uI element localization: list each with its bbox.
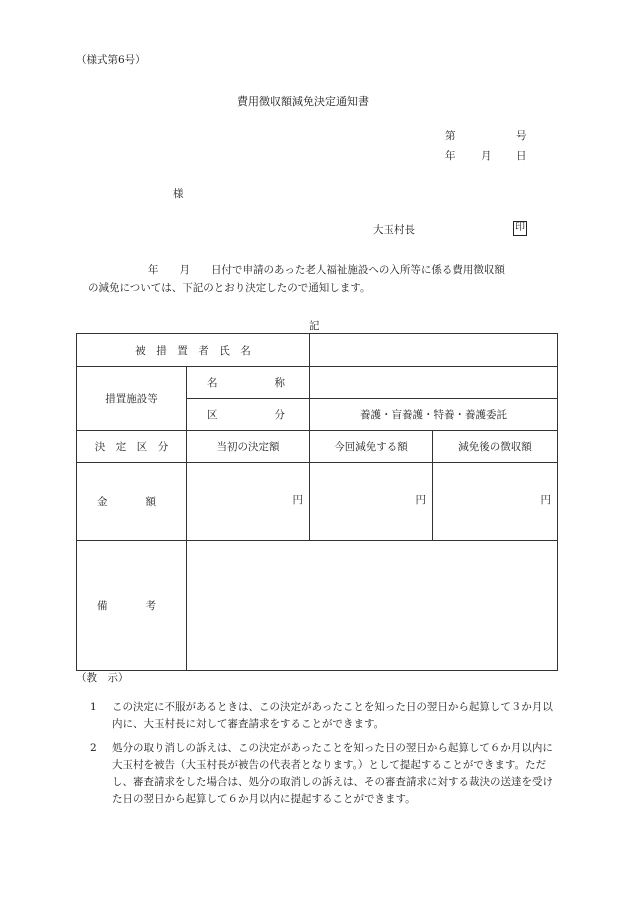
row-person-name: [77, 334, 558, 367]
name-label-b: 称: [274, 377, 285, 389]
addressee-suffix: 様: [173, 188, 184, 200]
date-year-label: 年: [445, 150, 456, 162]
instruction-notes: [76, 672, 558, 808]
amount-label-a: 金: [97, 496, 108, 508]
form-number: （様式第6号）: [76, 54, 146, 66]
remarks-field[interactable]: [187, 541, 558, 671]
name-label-a: 名: [207, 377, 218, 389]
row-remarks: [77, 541, 558, 671]
facility-label: 措置施設等: [77, 367, 187, 431]
number-prefix: 第: [445, 130, 456, 142]
amount-label-b: 額: [145, 496, 156, 508]
seal-mark: 印: [513, 221, 527, 236]
body-line-2: の減免については、下記のとおり決定したので通知します。: [88, 282, 371, 294]
notes-heading: （教 示）: [76, 672, 129, 684]
reduction-table: [76, 333, 558, 671]
remarks-label-b: 考: [145, 600, 156, 612]
date-month-label: 月: [481, 150, 492, 162]
after-amount-field[interactable]: [433, 463, 558, 541]
col-reduction-amount: 今回減免する額: [310, 431, 433, 463]
category-label-a: 区: [207, 409, 218, 421]
amount-label: [77, 463, 187, 541]
row-amount: [77, 463, 558, 541]
issuer-name: 大玉村長: [373, 224, 415, 236]
person-name-label: 被 措 置 者 氏 名: [77, 334, 310, 367]
body-line-1: 年 月 日付で申請のあった老人福祉施設への入所等に係る費用徴収額: [148, 264, 505, 276]
document-title: 費用徴収額減免決定通知書: [237, 95, 369, 108]
ki-label: 記: [309, 320, 320, 332]
note-text: この決定に不服があるときは、この決定があったことを知った日の翌日から起算して３か月以内に、大玉村長に対して審査請求をすることができます。: [112, 701, 553, 730]
number-suffix: 号: [516, 130, 527, 142]
facility-name-label: [187, 367, 310, 399]
date-day-label: 日: [516, 150, 527, 162]
decision-label: 決 定 区 分: [77, 431, 187, 463]
row-facility-name: [77, 367, 558, 399]
remarks-label: [77, 541, 187, 671]
category-label-b: 分: [274, 409, 285, 421]
facility-name-field[interactable]: [310, 367, 558, 399]
col-after-amount: 減免後の徴収額: [433, 431, 558, 463]
remarks-label-a: 備: [97, 600, 108, 612]
note-number: 1: [90, 701, 97, 713]
yen-unit: 円: [292, 494, 303, 506]
note-item: [76, 699, 558, 733]
note-text: 処分の取り消しの訴えは、この決定があったことを知った日の翌日から起算して６か月以内に大玉村を被告（大玉村長が被告の代表者となります。）として提起することができます。ただし、審査請求をした場合は、処分の取消しの訴えは、その審査請求に対する裁決の送達を受けた日の翌日から起算して６か月以内に提起することができます。: [112, 742, 553, 805]
facility-category-label: [187, 399, 310, 431]
yen-unit: 円: [415, 494, 426, 506]
col-initial-amount: 当初の決定額: [187, 431, 310, 463]
row-decision-header: [77, 431, 558, 463]
facility-category-value: 養護・盲養護・特養・養護委託: [310, 399, 558, 431]
note-item: [76, 740, 558, 808]
note-number: 2: [90, 742, 97, 754]
person-name-field[interactable]: [310, 334, 558, 367]
yen-unit: 円: [540, 494, 551, 506]
initial-amount-field[interactable]: [187, 463, 310, 541]
reduction-amount-field[interactable]: [310, 463, 433, 541]
